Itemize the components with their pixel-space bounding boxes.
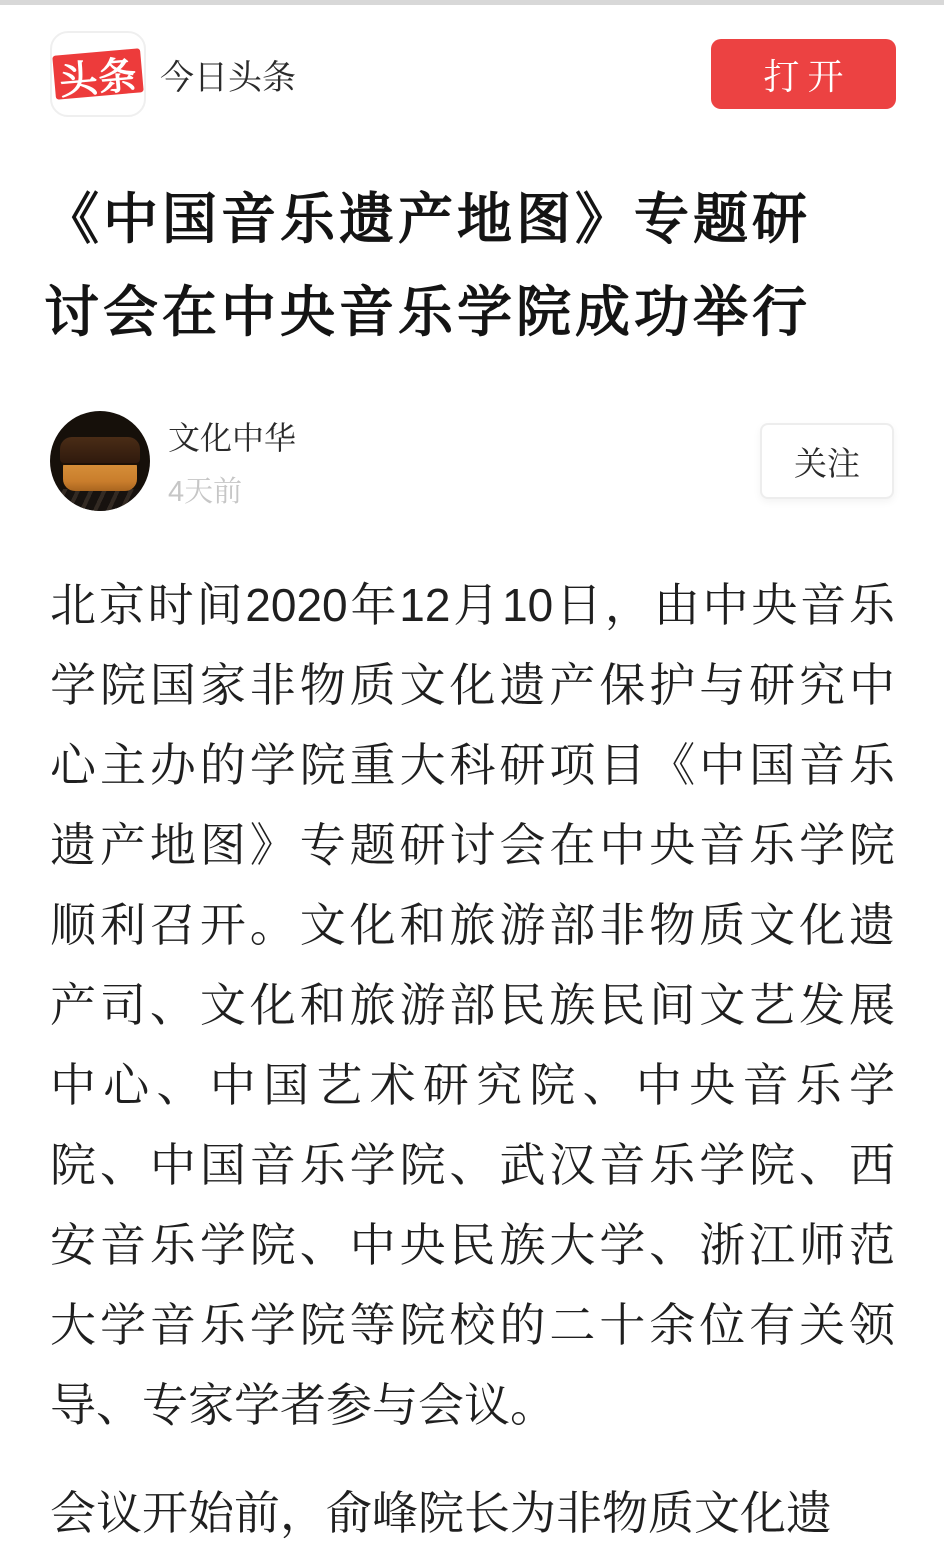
body-line: 中心、中国艺术研究院、中央音乐学 [50, 1059, 895, 1111]
body-line: 遗产地图》专题研讨会在中央音乐学院 [50, 819, 895, 871]
body-line: 心主办的学院重大科研项目《中国音乐 [50, 739, 895, 791]
app-name: 今日头条 [160, 58, 296, 97]
body-line: 院、中国音乐学院、武汉音乐学院、西 [50, 1139, 895, 1191]
article-title-line-1: 《中国音乐遗产地图》专题研 [44, 188, 812, 250]
article-title [44, 173, 900, 359]
author-meta [168, 413, 296, 510]
app-banner [0, 5, 944, 117]
paragraph-1 [50, 565, 895, 1445]
body-line: 学院国家非物质文化遗产保护与研究中 [50, 659, 895, 711]
article-title-line-2: 讨会在中央音乐学院成功举行 [44, 281, 812, 343]
body-line: 大学音乐学院等院校的二十余位有关领 [50, 1299, 895, 1351]
article-body [50, 565, 895, 1553]
toutiao-logo-band: 头条 [52, 48, 143, 100]
body-line: 北京时间2020年12月10日，由中央音乐 [50, 579, 895, 631]
open-app-button[interactable]: 打开 [711, 39, 896, 109]
author-name[interactable]: 文化中华 [168, 419, 297, 456]
author-avatar[interactable] [50, 411, 150, 511]
body-line: 产司、文化和旅游部民族民间文艺发展 [50, 979, 895, 1031]
author-row [50, 411, 894, 511]
body-line-clipped: 会议开始前，俞峰院长为非物质文化遗 [50, 1487, 832, 1539]
publish-time: 4天前 [168, 475, 243, 508]
toutiao-logo-icon[interactable] [50, 31, 146, 117]
body-line: 导、专家学者参与会议。 [50, 1379, 556, 1431]
paragraph-2 [50, 1473, 895, 1553]
follow-button[interactable]: 关注 [760, 423, 894, 499]
body-line: 顺利召开。文化和旅游部非物质文化遗 [50, 899, 895, 951]
body-line: 安音乐学院、中央民族大学、浙江师范 [50, 1219, 895, 1271]
